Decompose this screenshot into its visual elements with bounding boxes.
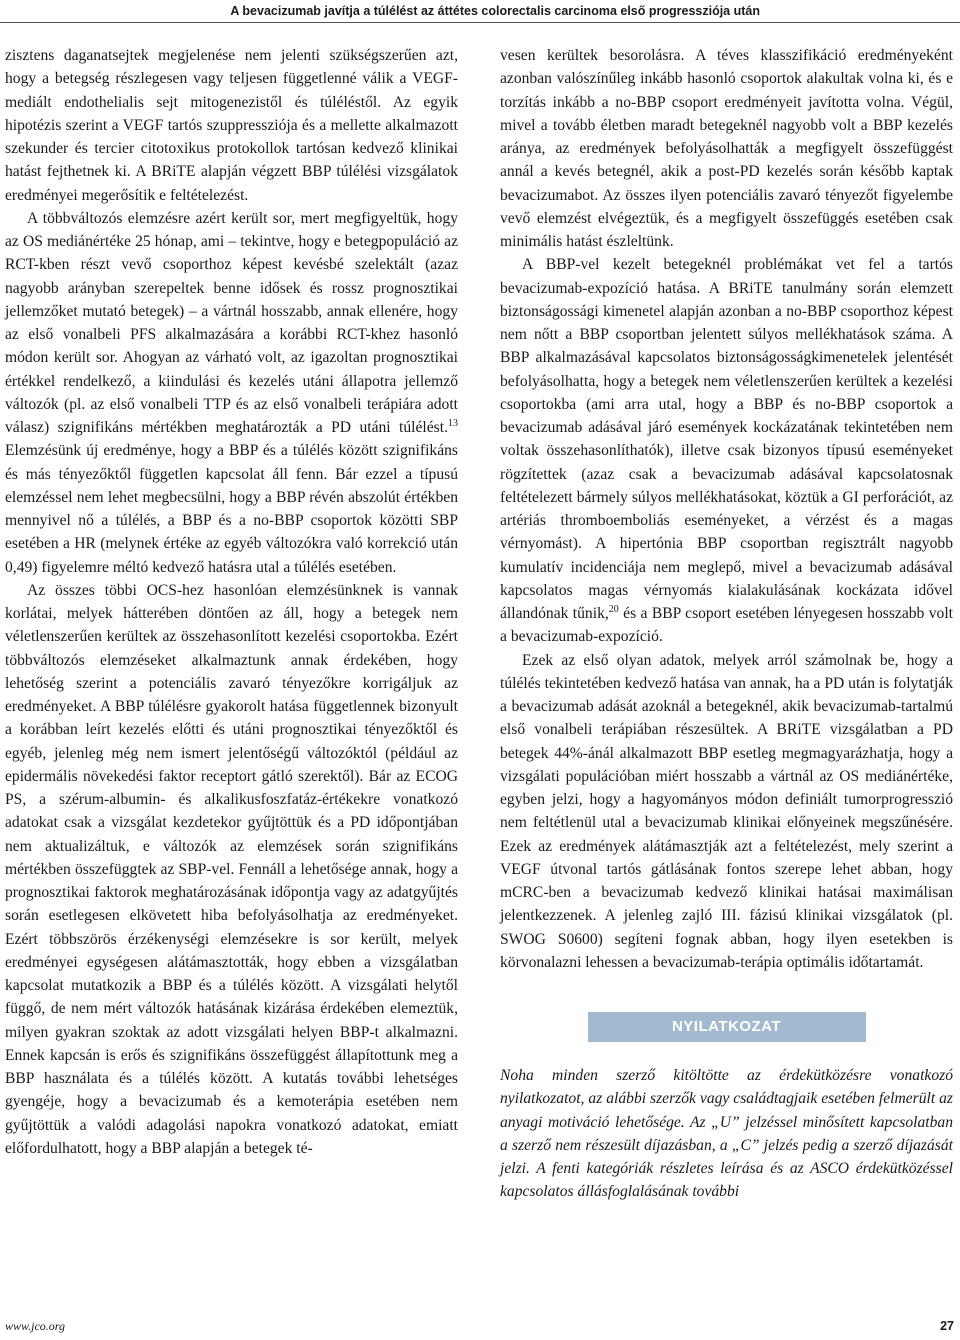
left-paragraph-2	[5, 207, 458, 579]
left-paragraph-1: zisztens daganatsejtek megjelenése nem jelenti szükségszerűen azt, hogy a betegség részlegesen vagy teljesen függetlenné válik a VEGF-mediált endothelialis sejt mitogenezistől és túléléstől. Az egyik hipotézis szerint a VEGF tartós szuppressziója és a mellette alkalmazott szekunder és tercier citotoxikus protokollok tartósan kedvező klinikai hatást fejthetnek ki. A BRiTE alapján végzett BBP túlélési vizsgálatok eredményei megerősítik e feltételezést.	[5, 47, 458, 204]
right-paragraph-2-text-a: A BBP-vel kezelt betegeknél problémákat vet fel a tartós bevacizumab-expozíció hatása. A BRiTE tanulmány során elemzett biztonságossági kimenetel alapján azonban a no-BBP csoporthoz képest nem nőtt a BBP csoportban jelentett súlyos mellékhatások száma. A BBP alkalmazásával kapcsolatos biztonságosságkimenetelek jelentését befolyásolhatta, hogy a betegek nem véletlenszerűen kerültek a kezelési csoportokba (ami arra utal, hogy a BBP és no-BBP csoportok a bevacizumab adásával járó események kockázatának tekintetében nem voltak összehasonlíthatók), illetve csak bizonyos típusú eseményeket rögzítettek (azaz csak a bevacizumab adásával kapcsolatosnak feltételezett bármely súlyos mellékhatásokat, köztük a GI perforációt, az artériás thromboemboliás eseményeket, a vérzést és a magas vérnyomást). A hipertónia BBP csoportban regisztrált nagyobb kumulatív incidenciája nem meglepő, mivel a bevacizumab adásával kapcsolatos magas vérnyomás kialakulásának kockázata idővel állandónak tűnik,	[500, 256, 953, 622]
right-paragraph-3: Ezek az első olyan adatok, melyek arról számolnak be, hogy a túlélés tekintetében kedvező hatása van annak, ha a PD után is folytatják a bevacizumab adását azoknál a betegeknél, akik bevacizumab-tartalmú első vonalbeli terápiában részesültek. A BRiTE vizsgálatban a PD betegek 44%-ánál alkalmazott BBP esetleg megmagyarázhatja, hogy a vizsgálati populációban miért hosszabb a vártnál az OS mediánértéke, egyben jelzi, hogy a hagyományos módon definiált tumorprogresszió nem feltétlenül utal a bevacizumab klinikai előnyeinek megszűnésére. Ezek az eredmények alátámasztják azt a feltételezést, mely szerint a VEGF útvonal tartós gátlásának fontos szerepe lehet abban, hogy mCRC-ben a bevacizumab kedvező klinikai hatásai maximálisan jelentkezzenek. A jelenleg zajló III. fázisú klinikai vizsgálatok (pl. SWOG S0600) segíteni fognak abban, hogy ilyen esetekben is körvonalazni lehessen a bevacizumab-terápia optimális időtartamát.	[500, 651, 953, 971]
page-number: 27	[940, 1319, 954, 1333]
left-column	[5, 44, 458, 1160]
right-column	[500, 44, 953, 1204]
right-paragraph-2	[500, 253, 953, 648]
reference-13: 13	[448, 418, 458, 429]
right-paragraph-2-text-b: és a BBP csoport esetében lényegesen hosszabb volt a bevacizumab-expozíció.	[500, 605, 954, 646]
left-paragraph-2-text-b: Elemzésünk új eredménye, hogy a BBP és a túlélés között szignifikáns és más tényezőktől független kapcsolat áll fenn. Bár ezzel a típusú elemzéssel nem lehet megbecsülni, hogy a BBP révén abszolút értékben mennyivel nő a túlélés, a BBP és a no-BBP csoportok közötti SBP esetében a HR (melynek értéke az egyéb változókra való korrekció után 0,49) figyelemre méltó kedvező hatásra utal a túlélés esetében.	[5, 442, 458, 576]
disclosure-paragraph: Noha minden szerző kitöltötte az érdekütközésre vonatkozó nyilatkozatot, az alábbi szerzők vagy családtagjaik esetében felmerült az anyagi motiváció lehetősége. Az „U” jelzéssel minősített kapcsolatban a szerző nem részesült díjazásban, a „C” jelzés pedig a szerző díjazását jelzi. A fenti kategóriák részletes leírása és az ASCO érdekütközéssel kapcsolatos állásfoglalásának további	[500, 1067, 953, 1201]
running-header	[0, 0, 960, 22]
header-rule	[0, 22, 960, 23]
reference-20: 20	[608, 604, 619, 615]
left-paragraph-2-text-a: A többváltozós elemzésre azért került sor, mert megfigyeltük, hogy az OS mediánértéke 25 hónap, ami – tekintve, hogy e betegpopuláció az RCT-kben részt vevő csoporthoz képest kevésbé szelektált (azaz nagyobb arányban szerepeltek benne idősek és rossz prognosztikai jellemzőket mutató betegek) – a vártnál hosszabb, annak ellenére, hogy az első vonalbeli PFS alkalmazására a korábbi RCT-khez hasonló módon került sor. Ahogyan az várható volt, az igazoltan prognosztikai értékkel rendelkező, a kiindulási és kezelés utáni állapotra jellemző változók (pl. az első vonalbeli TTP és az első vonalbeli terápiára adott válasz) szignifikáns mértékben meghatározták a PD utáni túlélést.	[5, 209, 458, 436]
footer-url: www.jco.org	[5, 1319, 66, 1333]
right-paragraph-1: vesen kerültek besorolásra. A téves klasszifikáció eredményeként azonban valószínűleg inkább hasonló csoportok alakultak volna ki, és e torzítás inkább a no-BBP csoport eredményeit javította volna. Végül, mivel a tovább életben maradt betegeknél nagyobb volt a BBP kezelés aránya, az eredmények befolyásolhatták a megfigyelt összefüggést annál a kevés betegnél, akik a post-PD kezelés során később kaptak bevacizumabot. Az összes ilyen potenciális zavaró tényezőt figyelembe vevő elemzést elvégeztük, és a megfigyelt összefüggés esetében csak minimális hatást észleltünk.	[500, 47, 953, 250]
left-paragraph-3: Az összes többi OCS-hez hasonlóan elemzésünknek is vannak korlátai, melyek hátterében döntően az áll, hogy a betegek nem véletlenszerűen kerültek az összehasonlított kezelési csoportokba. Ezért többváltozós elemzéseket alkalmaztunk annak érdekében, hogy lehetőség szerint a potenciális zavaró tényezőkre korrigáljuk az eredményeket. A BBP túlélésre gyakorolt hatása függetlennek bizonyult a korábban leírt kezelés előtti és utáni prognosztikai tényezőktől és egyéb, jelenleg még nem ismert jelentőségű változóktól (például az epidermális növekedési faktor receptort gátló szerektől). Bár az ECOG PS, a szérum-albumin- és alkalikusfoszfatáz-értékekre vonatkozó adatokat csak a vizsgálat kezdetekor gyűjtöttük és a PD időpontjában nem aktualizáltuk, e változók az elemzések során szignifikáns mértékben összefüggtek az SBP-vel. Fennáll a lehetősége annak, hogy a prognosztikai faktorok meghatározásának időpontja vagy az adatgyűjtés során esetlegesen elkövetett hiba befolyásolhatja az eredményeket. Ezért többszörös érzékenységi elemzésekre is sor került, melyek eredményei egységesen alátámasztották, hogy ebben a vizsgálatban kapcsolat mutatkozik a BBP és a túlélés között. A vizsgálati helytől függő, de nem mért változók hatásának kizárása érdekében elemeztük, milyen gyakran szoktak az adott vizsgálati helyen BBP-t alkalmazni. Ennek kapcsán is erős és szignifikáns összefüggést állapítottunk meg a BBP használata és a túlélés között. A kutatás további lehetséges gyengéje, hogy a bevacizumab és a kemoterápia esetében nem gyűjtöttük a valódi adagolási napokra vonatkozó adatokat, emiatt előfordulhatott, hogy a BBP alapján a betegek té-	[5, 581, 458, 1157]
running-title: A bevacizumab javítja a túlélést az áttétes colorectalis carcinoma első progressziója után	[230, 4, 760, 18]
section-heading-disclosure: NYILATKOZAT	[588, 1012, 866, 1042]
